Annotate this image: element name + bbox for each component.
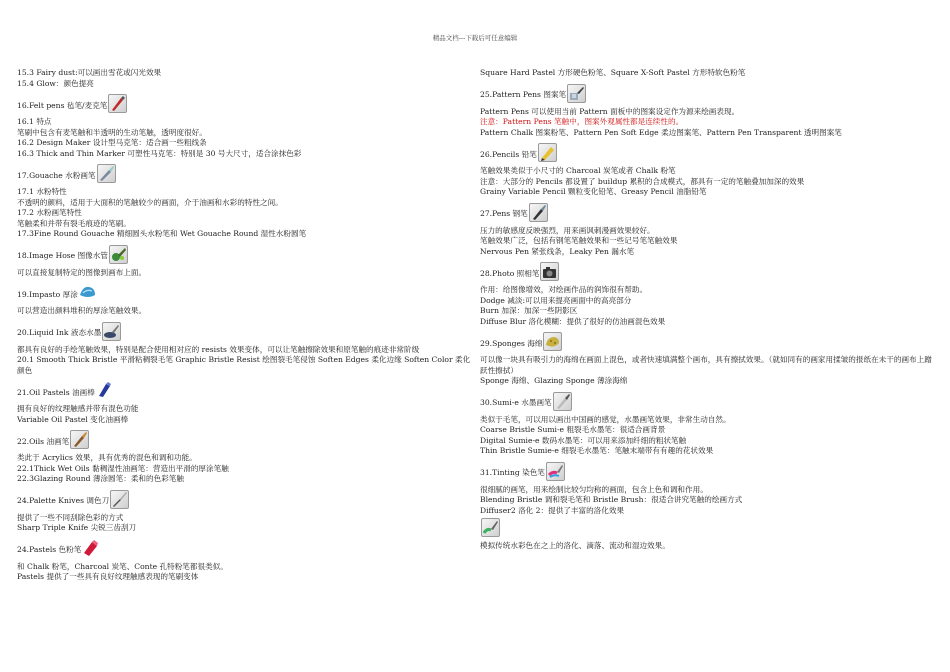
section-title: 29.Sponges 海绵 — [480, 338, 543, 348]
text-line: 拥有良好的纹理触感并带有混色功能 — [17, 404, 139, 413]
section-heading — [480, 202, 935, 222]
text-line: 压力的敏感度反映强烈，用来画讽刺漫画效果较好。 — [480, 225, 655, 235]
text-line: 笔触效果类似于小尺寸的 Charcoal 炭笔或者 Chalk 粉笔 — [480, 166, 676, 175]
tinting-icon — [546, 462, 565, 481]
text-line: 可以像一块具有吸引力的海绵在画面上混色，或者快速填满整个画布，具有擦拭效果。（就如同有的画家用揉皱的报纸在未干的画布上蹭跃性擦拭） — [480, 355, 932, 375]
text-line: 15.4 Glow：颜色提亮 — [17, 78, 94, 88]
text-line: Nervous Pen 紧张线条，Leaky Pen 漏水笔 — [480, 246, 635, 256]
felt-pen-icon — [108, 94, 127, 113]
text-line: 16.2 Design Maker 设计型马克笔：适合画一些粗线条 — [17, 138, 207, 147]
left-column — [17, 68, 472, 583]
section-heading — [17, 163, 472, 183]
text-line: Dodge 减淡:可以用来提亮画面中的高亮部分 — [480, 295, 632, 305]
text-line: 笔刷中包含有麦笔触和半透明的生动笔触，透明度很好。 — [17, 127, 207, 137]
text-line: 作用：给图像增效，对绘画作品的润饰很有帮助。 — [480, 285, 648, 294]
palette-knife-icon — [110, 490, 129, 509]
sumi-e-icon — [553, 392, 572, 411]
watercolor-icon — [481, 518, 500, 537]
text-line: 16.1 特点 — [17, 117, 52, 126]
impasto-icon — [79, 283, 98, 302]
right-column — [480, 68, 935, 552]
section-heading — [17, 489, 472, 509]
text-line: 可以直接复制特定的图像到画布上面。 — [17, 267, 147, 277]
text-line: 笔触效果广泛，包括有钢笔笔触效果和一些记号笔笔触效果 — [480, 236, 678, 245]
section-heading — [17, 93, 472, 113]
text-line: 不透明的颜料，适用于大面积的笔触较少的画面，介于油画和水彩的特性之间。 — [17, 197, 283, 207]
text-line: Variable Oil Pastel 变化油画棒 — [17, 414, 129, 424]
section-heading — [17, 538, 472, 558]
liquid-ink-icon — [102, 322, 121, 341]
text-line: 可以营造出颜料堆积的厚涂笔触效果。 — [17, 306, 147, 315]
text-line: 22.1Thick Wet Oils 黏稠湿性油画笔：营造出平滑的厚涂笔触 — [17, 463, 229, 473]
section-heading — [480, 391, 935, 411]
text-line: 都具有良好的手绘笔触效果，特别是配合使用相对应的 resists 效果变体，可以让笔触擦除效果和原笔触的痕迹非常阶级 — [17, 344, 420, 354]
oil-pastel-icon — [96, 381, 115, 400]
pastel-icon — [82, 539, 101, 558]
text-line: Pastels 提供了一些具有良好纹理触感表现的笔刷变体 — [17, 572, 199, 581]
section-title: 30.Sumi-e 水墨画笔 — [480, 398, 552, 407]
text-line: Thin Bristle Sumie-e 细裂毛水墨笔：笔触末端带有有趣的花状效果 — [480, 446, 714, 455]
section-title: 22.Oils 油画笔 — [17, 436, 70, 446]
text-line: Grainy Variable Pencil 颗粒变化铅笔、Greasy Pencil 油脂铅笔 — [480, 187, 707, 196]
pattern-pen-icon — [567, 84, 586, 103]
section-heading — [480, 517, 935, 537]
text-line: Coarse Bristle Sumi-e 粗裂毛水墨笔：很适合画背景 — [480, 425, 666, 434]
section-title: 16.Felt pens 毡笔/麦克笔 — [17, 100, 108, 110]
text-line: 22.3Glazing Round 薄涂圆笔：柔和的色彩笔触 — [17, 474, 184, 483]
section-title: 20.Liquid Ink 液态水墨 — [17, 328, 102, 337]
text-line: 17.1 水粉特性 — [17, 187, 67, 196]
section-title: 26.Pencils 铅笔 — [480, 149, 537, 159]
text-line: Sponge 海绵、Glazing Sponge 薄涂海绵 — [480, 376, 628, 385]
text-line: 16.3 Thick and Thin Marker 可塑性马克笔：特别是 30 号大尺寸，适合涂抹色彩 — [17, 148, 302, 158]
text-line: 17.3Fine Round Gouache 精细圆头水粉笔和 Wet Gouache Round 湿性水粉圆笔 — [17, 229, 307, 238]
section-heading — [480, 261, 935, 281]
section-title: 17.Gouache 水粉画笔 — [17, 170, 96, 180]
section-heading — [480, 83, 935, 103]
text-line: 很细腻的画笔，用来绘制比较匀均称的画面，包含上色和调和作用。 — [480, 484, 708, 494]
section-heading — [17, 429, 472, 449]
section-heading — [17, 380, 472, 400]
text-line: Burn 加深：加深一些阴影区 — [480, 306, 578, 315]
text-line: 模拟传统水彩色在之上的洛化、滴落、流动和湿边效果。 — [480, 541, 670, 550]
text-line: Diffuser2 洛化 2：提供了丰富的洛化效果 — [480, 505, 625, 515]
image-hose-icon — [109, 245, 128, 264]
text-line: 注意：大部分的 Pencils 都设置了 buildup 累积的合成模式，都具有一定的笔触叠加加深的效果 — [480, 176, 805, 186]
gouache-brush-icon — [97, 164, 116, 183]
text-line: Blending Bristle 调和裂毛笔和 Bristle Brush：很适合讲究笔触的绘画方式 — [480, 495, 743, 504]
text-line: Sharp Triple Knife 尖锐三齿刮刀 — [17, 523, 137, 532]
section-heading — [480, 461, 935, 481]
sponge-icon — [543, 332, 562, 351]
section-heading — [480, 331, 935, 351]
pencil-icon — [538, 143, 557, 162]
section-heading — [17, 321, 472, 341]
section-title: 21.Oil Pastels 油画棒 — [17, 387, 95, 397]
section-heading — [17, 282, 472, 302]
section-title: 28.Photo 照相笔 — [480, 268, 540, 278]
note-line: 注意：Pattern Pens 笔触中，图案外观属性都是连续性的。 — [480, 117, 684, 126]
text-line: 和 Chalk 粉笔，Charcoal 炭笔、Conte 孔特粉笔都很类似。 — [17, 561, 228, 571]
oil-brush-icon — [70, 430, 89, 449]
section-title: 24.Pastels 色粉笔 — [17, 545, 82, 554]
text-line: 提供了一些不同刮除色彩的方式 — [17, 512, 124, 522]
page-header: 精品文档---下载后可任意编辑 — [432, 34, 518, 42]
section-title: 27.Pens 钢笔 — [480, 209, 528, 218]
text-line: Diffuse Blur 洛化模糊：提供了很好的仿油画混色效果 — [480, 316, 666, 326]
text-line: Square Hard Pastel 方形硬色粉笔、Square X-Soft Pastel 方形特软色粉笔 — [480, 68, 746, 77]
text-line: 笔触柔和并带有裂毛痕迹的笔刷。 — [17, 218, 131, 228]
text-line: Pattern Pens 可以使用当前 Pattern 面板中的图案设定作为源来绘画表现。 — [480, 106, 740, 116]
section-title: 18.Image Hose 图像水管 — [17, 251, 108, 260]
text-line: 类此于 Acrylics 效果，具有优秀的混色和调和功能。 — [17, 453, 197, 462]
text-line: 15.3 Fairy dust:可以画出雪花或闪光效果 — [17, 68, 162, 77]
pen-icon — [529, 203, 548, 222]
text-line: 17.2 水粉画笔特性 — [17, 208, 82, 217]
section-heading — [17, 244, 472, 264]
section-title: 24.Palette Knives 调色刀 — [17, 496, 110, 505]
section-heading — [480, 142, 935, 162]
text-line: 类似于毛笔，可以用以画出中国画的感觉，水墨画笔效果，非常生动自然。 — [480, 414, 731, 424]
photo-icon — [540, 262, 559, 281]
section-title: 31.Tinting 染色笔 — [480, 468, 545, 477]
section-title: 19.Impasto 厚涂 — [17, 289, 78, 299]
text-line: Pattern Chalk 图案粉笔、Pattern Pen Soft Edge 柔边图案笔、Pattern Pen Transparent 透明图案笔 — [480, 127, 842, 137]
text-line: Digital Sumie-e 数码水墨笔：可以用来添加纤细的粗状笔触 — [480, 435, 687, 445]
text-line: 20.1 Smooth Thick Bristle 平滑粘稠裂毛笔 Graphic Bristle Resist 绘图裂毛笔侵蚀 Soften Edges 柔化边缘 Soften Color 柔化颜色 — [17, 355, 471, 375]
section-title: 25.Pattern Pens 图案笔 — [480, 90, 567, 99]
